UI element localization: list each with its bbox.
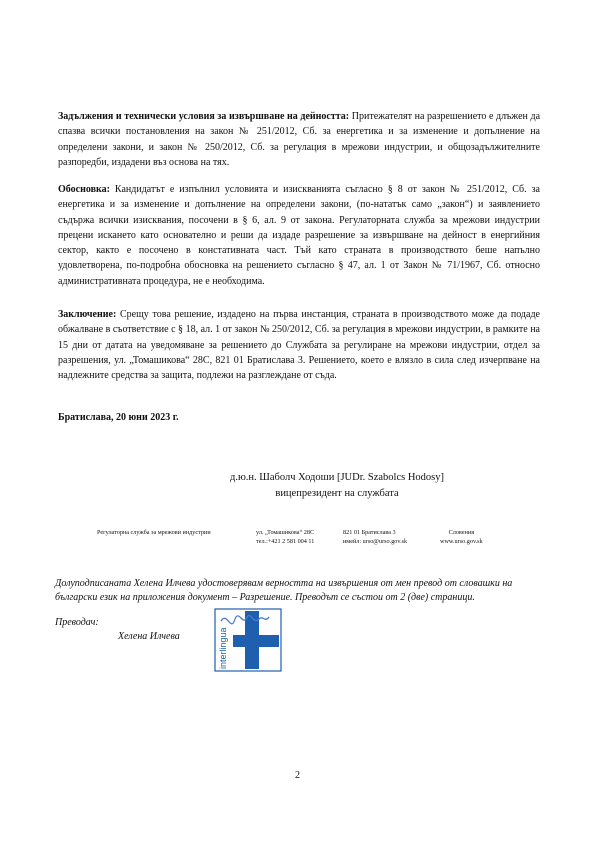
- footer-street: ул. „Томашикова“ 28С: [256, 529, 315, 536]
- translator-stamp: [213, 607, 283, 673]
- translator-name: Хелена Илчева: [118, 631, 180, 642]
- obligations-paragraph: [58, 109, 540, 170]
- signer-name: д.ю.н. Шаболч Ходоши [JUDr. Szabolcs Hodosy]: [230, 472, 444, 483]
- place-date: Братислава, 20 юни 2023 г.: [58, 412, 179, 423]
- footer-address: [256, 529, 314, 546]
- signer-title: вицепрезидент на службата: [275, 488, 399, 499]
- footer-email: имейл: urso@urso.gov.sk: [343, 537, 408, 545]
- translator-label: Преводач:: [55, 617, 99, 628]
- footer-web: [440, 529, 483, 546]
- conclusion-text: Срещу това решение, издадено на първа инстанция, страната в производството може да подаде обжалване в съответствие с § 18, ал. 1 от закон № 250/2012, Сб. за регулация в мрежови индустрии, в рамките на 15 дни от датата на уведомяване за решението до Службата за регулиране на мрежови индустрии, отдел за разрешения, ул. „Томашикова“ 28C, 821 01 Братислава 3. Решението, което е влязло в сила след изчерпване на надлежните средства за защита, подлежи на разглеждане от съда.: [58, 309, 540, 382]
- page-number: 2: [295, 770, 300, 781]
- justification-heading: Обосновка:: [58, 184, 110, 195]
- footer-city: 821 01 Братислава 3: [343, 529, 396, 536]
- stamp-text: interlingua: [218, 627, 228, 669]
- conclusion-paragraph: [58, 307, 540, 383]
- footer-contact: [343, 529, 407, 546]
- obligations-heading: Задължения и технически условия за извършване на дейността:: [58, 111, 350, 122]
- footer-country: Словения: [448, 529, 475, 536]
- justification-text: Кандидатът е изпълнил условията и изискванията съгласно § 8 от закон № 251/2012, Сб. за енергетика и за изменение и допълнение на определени закони, (по-нататък само „закон“) и заявлението съдържа всички изисквания, посочени в § 6, ал. 9 от закона. Регулаторната служба за мрежови индустрии прецени искането като основателно и реши да издаде разрешение за извършване на дейност в енергийния сектор, както е посочено в констативната част. Тъй като страната в производството беше напълно удовлетворена, по-подробна обосновка на решението съгласно § 47, ал. 1 от Закон № 71/1967, Сб. относно административната процедура, не е необходима.: [58, 184, 540, 287]
- translator-certification: Долуподписаната Хелена Илчева удостоверявам верността на извършения от мен превод от словашки на български език на приложения документ – Разрешение. Преводът се състои от 2 (две) страници.: [55, 578, 513, 603]
- signature-block: [230, 470, 444, 502]
- footer-org: Регулаторна служба за мрежови индустрии: [97, 529, 211, 536]
- conclusion-heading: Заключение:: [58, 309, 117, 320]
- stamp-cross-horizontal: [233, 635, 279, 647]
- footer-website: www.urso.gov.sk: [440, 537, 483, 545]
- justification-paragraph: [58, 182, 540, 289]
- obligations-text: Притежателят на разрешението е длъжен да спазва всички постановления на закон № 251/2012, Сб. за енергетика и за изменение и допълнение на определени закони, и закон № 250/2012, Сб. за регулация в мрежови индустрии, и общозадължителните разпоредби, издадени въз основа на тях.: [58, 111, 541, 168]
- footer-phone: тел.:+421 2 581 004 11: [256, 537, 315, 545]
